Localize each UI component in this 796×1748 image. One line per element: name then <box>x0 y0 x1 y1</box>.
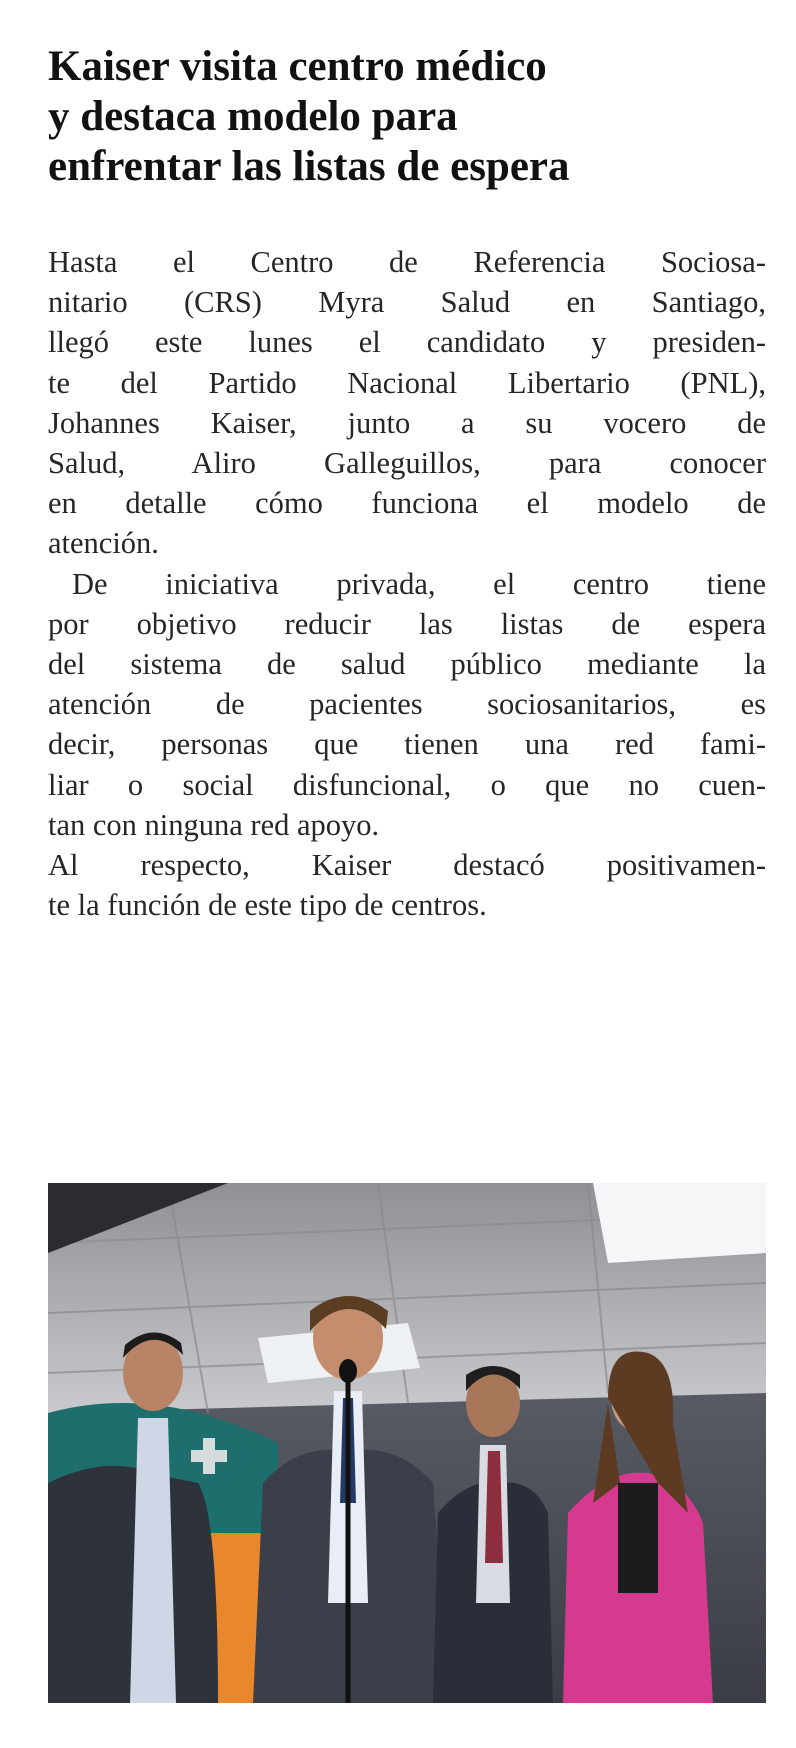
paragraph-1 <box>48 242 766 564</box>
text-line: del sistema de salud público mediante la <box>48 647 766 682</box>
text-line: Hasta el Centro de Referencia Sociosa- <box>48 245 766 279</box>
text-line: atención de pacientes sociosanitarios, es <box>48 687 766 722</box>
text-line: nitario (CRS) Myra Salud en Santiago, <box>48 285 766 320</box>
text-line: en detalle cómo funciona el modelo de <box>48 486 766 521</box>
text-line: decir, personas que tienen una red fami- <box>48 727 766 762</box>
text-line: De iniciativa privada, el centro tiene <box>72 566 766 601</box>
text-line: Salud, Aliro Galleguillos, para conocer <box>48 446 766 481</box>
text-line: por objetivo reducir las listas de espera <box>48 606 766 641</box>
text-line: te la función de este tipo de centros. <box>48 888 487 923</box>
headline-line: enfrentar las listas de espera <box>48 143 570 190</box>
text-line: Al respecto, Kaiser destacó positivamen- <box>48 848 766 883</box>
text-line: tan con ninguna red apoyo. <box>48 807 380 842</box>
photo-illustration <box>48 1183 766 1703</box>
text-line: te del Partido Nacional Libertario (PNL), <box>48 365 766 400</box>
headline-line: y destaca modelo para <box>48 93 458 140</box>
article-body <box>48 242 766 925</box>
paragraph-3 <box>48 845 766 925</box>
headline-line: Kaiser visita centro médico <box>48 43 547 90</box>
paragraph-2 <box>48 564 766 845</box>
text-line: liar o social disfuncional, o que no cuen- <box>48 767 766 802</box>
article-photo <box>48 1183 766 1703</box>
text-line: llegó este lunes el candidato y presiden- <box>48 325 766 360</box>
text-line: atención. <box>48 526 159 561</box>
headline <box>48 42 748 192</box>
text-line: Johannes Kaiser, junto a su vocero de <box>48 405 766 440</box>
